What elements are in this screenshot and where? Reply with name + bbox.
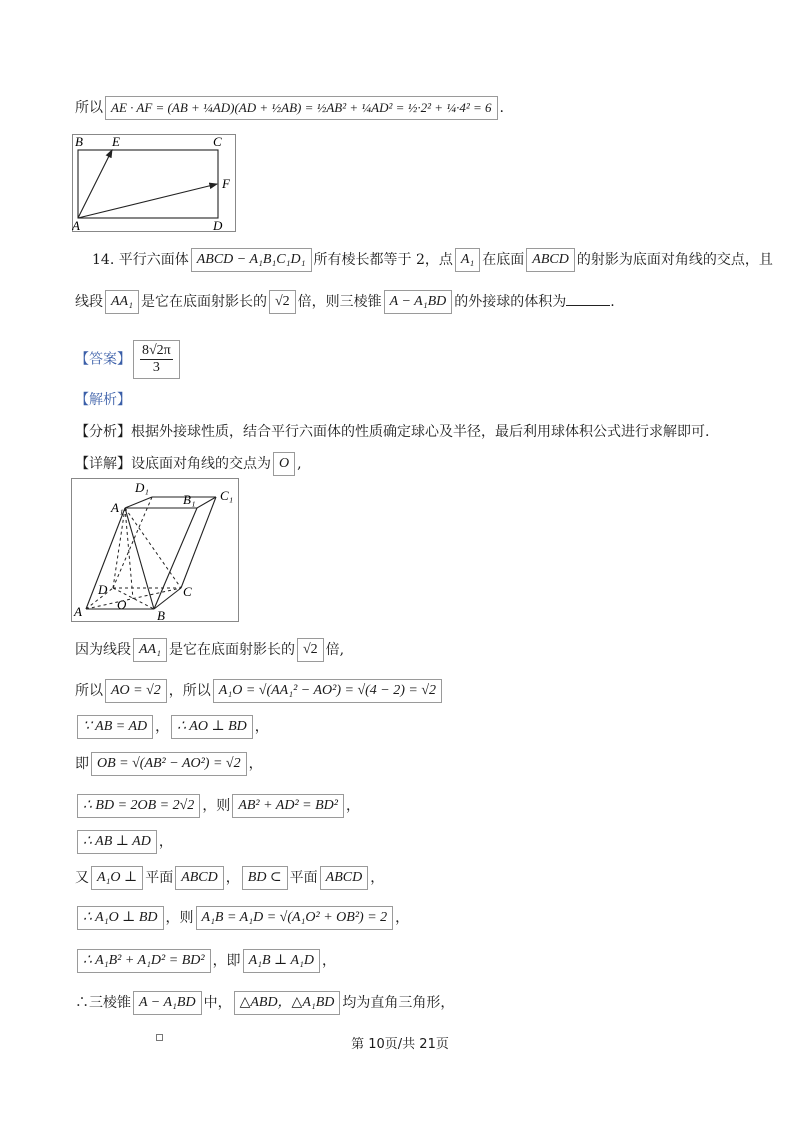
step-math: AO = √2 <box>105 679 167 703</box>
step-math: ∴ AO ⊥ BD <box>171 715 253 739</box>
step-math: ∴ A₁B² + A₁D² = BD² <box>77 949 211 973</box>
label-D1: D₁ <box>135 480 149 495</box>
q14-text: 14. 平行六面体 <box>92 252 189 268</box>
pyramid-name: A − A₁BD <box>384 290 453 314</box>
question-14-line2 <box>75 290 615 314</box>
step-math: A₁B ⊥ A₁D <box>243 949 320 973</box>
step-3 <box>75 715 269 739</box>
step-text: ， <box>248 756 263 772</box>
step-text: ， <box>395 910 410 926</box>
step-text: 所以 <box>75 683 103 699</box>
step-text: ，所以 <box>168 683 211 699</box>
label-C1: C₁ <box>220 488 234 503</box>
step-math: ∴ BD = 2OB = 2√2 <box>77 794 200 818</box>
step-text: ，则 <box>165 910 194 926</box>
label-A: A <box>72 218 80 232</box>
q14-text: 倍，则三棱锥 <box>297 294 382 310</box>
xiangjie-tag: 【详解】 <box>75 456 131 472</box>
q14-text: 是它在底面射影长的 <box>140 294 267 310</box>
label-B1: B₁ <box>183 492 196 507</box>
step-text: ， <box>254 719 269 735</box>
step-text: ， <box>158 834 173 850</box>
base-ABCD: ABCD <box>526 248 575 272</box>
step-text: 平面 <box>289 870 318 886</box>
step-text: ∴三棱锥 <box>75 995 131 1011</box>
step-text: ， <box>345 798 360 814</box>
lead-text: 所以 <box>75 100 103 116</box>
step-math: ∵ AB = AD <box>77 715 153 739</box>
step-math: A₁O ⊥ <box>91 866 143 890</box>
step-math: ABCD <box>320 866 369 890</box>
q14-text: 的射影为底面对角线的交点，且 <box>576 252 773 268</box>
solid-name: ABCD − A₁B₁C₁D₁ <box>191 248 312 272</box>
label-D: D <box>213 218 223 232</box>
step-6 <box>75 830 173 854</box>
label-D: D <box>98 582 108 597</box>
answer-denominator: 3 <box>152 360 160 375</box>
step-4 <box>75 752 263 776</box>
step-math: ABCD <box>175 866 224 890</box>
rectangle-figure <box>72 134 236 236</box>
label-A: A <box>74 604 82 619</box>
page-footer: 第 10页/共 21页 <box>351 1037 449 1052</box>
step-10 <box>75 991 454 1015</box>
label-A1: A₁ <box>111 500 124 515</box>
comma: , <box>297 456 302 472</box>
step-math: AA₁ <box>133 638 167 662</box>
point-O: O <box>273 452 295 476</box>
step-1 <box>75 638 344 662</box>
step-math: A − A₁BD <box>133 991 202 1015</box>
label-B: B <box>157 608 165 622</box>
step-text: 平面 <box>145 870 174 886</box>
segment-AA1: AA₁ <box>105 290 139 314</box>
label-E: E <box>112 134 120 149</box>
label-O: O <box>117 597 127 612</box>
step-math: BD ⊂ <box>242 866 288 890</box>
formula-text: AE · AF = (AB + ¼AD)(AD + ½AB) = ½AB² + ¼AD² = ½·2² + ¼·4² = 6 <box>111 100 492 115</box>
period: . <box>499 100 504 116</box>
parallelepiped-figure <box>71 478 239 626</box>
step-math: ∴ AB ⊥ AD <box>77 830 157 854</box>
period: . <box>610 294 615 310</box>
step-math: OB = √(AB² − AO²) = √2 <box>91 752 247 776</box>
answer-box <box>133 340 180 379</box>
step-5 <box>75 794 360 818</box>
step-math: ∴ A₁O ⊥ BD <box>77 906 164 930</box>
step-text: 中， <box>203 995 232 1011</box>
step-8 <box>75 906 409 930</box>
fenxi-tag: 【分析】 <box>75 424 131 440</box>
q14-text: 的外接球的体积为 <box>454 294 567 310</box>
question-14-line1 <box>92 248 773 272</box>
step-2 <box>75 679 444 703</box>
step-text: 倍, <box>325 642 345 658</box>
step-9 <box>75 949 336 973</box>
step-text: ，即 <box>212 953 241 969</box>
point-A1: A₁ <box>455 248 480 272</box>
step-text: ， <box>155 719 170 735</box>
answer-blank <box>566 291 610 306</box>
step-text: ，则 <box>202 798 231 814</box>
step-math: △ABD，△A₁BD <box>234 991 341 1015</box>
step-text: 是它在底面射影长的 <box>168 642 295 658</box>
sqrt2: √2 <box>269 290 296 314</box>
step-text: 均为直角三角形， <box>342 995 455 1011</box>
label-B: B <box>75 134 83 149</box>
label-C: C <box>213 134 222 149</box>
answer-numerator: 8√2π <box>142 343 171 358</box>
step-math: A₁B = A₁D = √(A₁O² + OB²) = 2 <box>196 906 394 930</box>
step-text: 即 <box>75 756 89 772</box>
step-text: 又 <box>75 870 89 886</box>
fenxi-text: 根据外接球性质，结合平行六面体的性质确定球心及半径，最后利用球体积公式进行求解即可. <box>131 424 710 440</box>
top-formula-line <box>75 96 504 120</box>
step-text: ， <box>321 953 336 969</box>
q14-text: 线段 <box>75 294 103 310</box>
step-7 <box>75 866 384 890</box>
q14-text: 所有棱长都等于 2，点 <box>313 252 453 268</box>
step-text: ， <box>370 870 385 886</box>
xiangjie-line <box>75 452 302 476</box>
step-text: ， <box>225 870 240 886</box>
step-math: AB² + AD² = BD² <box>232 794 344 818</box>
dot-product-formula <box>105 96 498 120</box>
answer-fraction <box>140 343 173 376</box>
analysis-tag: 【解析】 <box>75 392 131 408</box>
q14-text: 在底面 <box>482 252 525 268</box>
step-math: A₁O = √(AA₁² − AO²) = √(4 − 2) = √2 <box>213 679 442 703</box>
step-text: 因为线段 <box>75 642 131 658</box>
label-F: F <box>222 176 230 191</box>
answer-tag: 【答案】 <box>75 351 131 368</box>
label-C: C <box>183 584 192 599</box>
xiangjie-text: 设底面对角线的交点为 <box>131 456 271 472</box>
step-math: √2 <box>297 638 324 662</box>
answer-line <box>75 340 182 379</box>
fenxi-line <box>75 422 709 442</box>
